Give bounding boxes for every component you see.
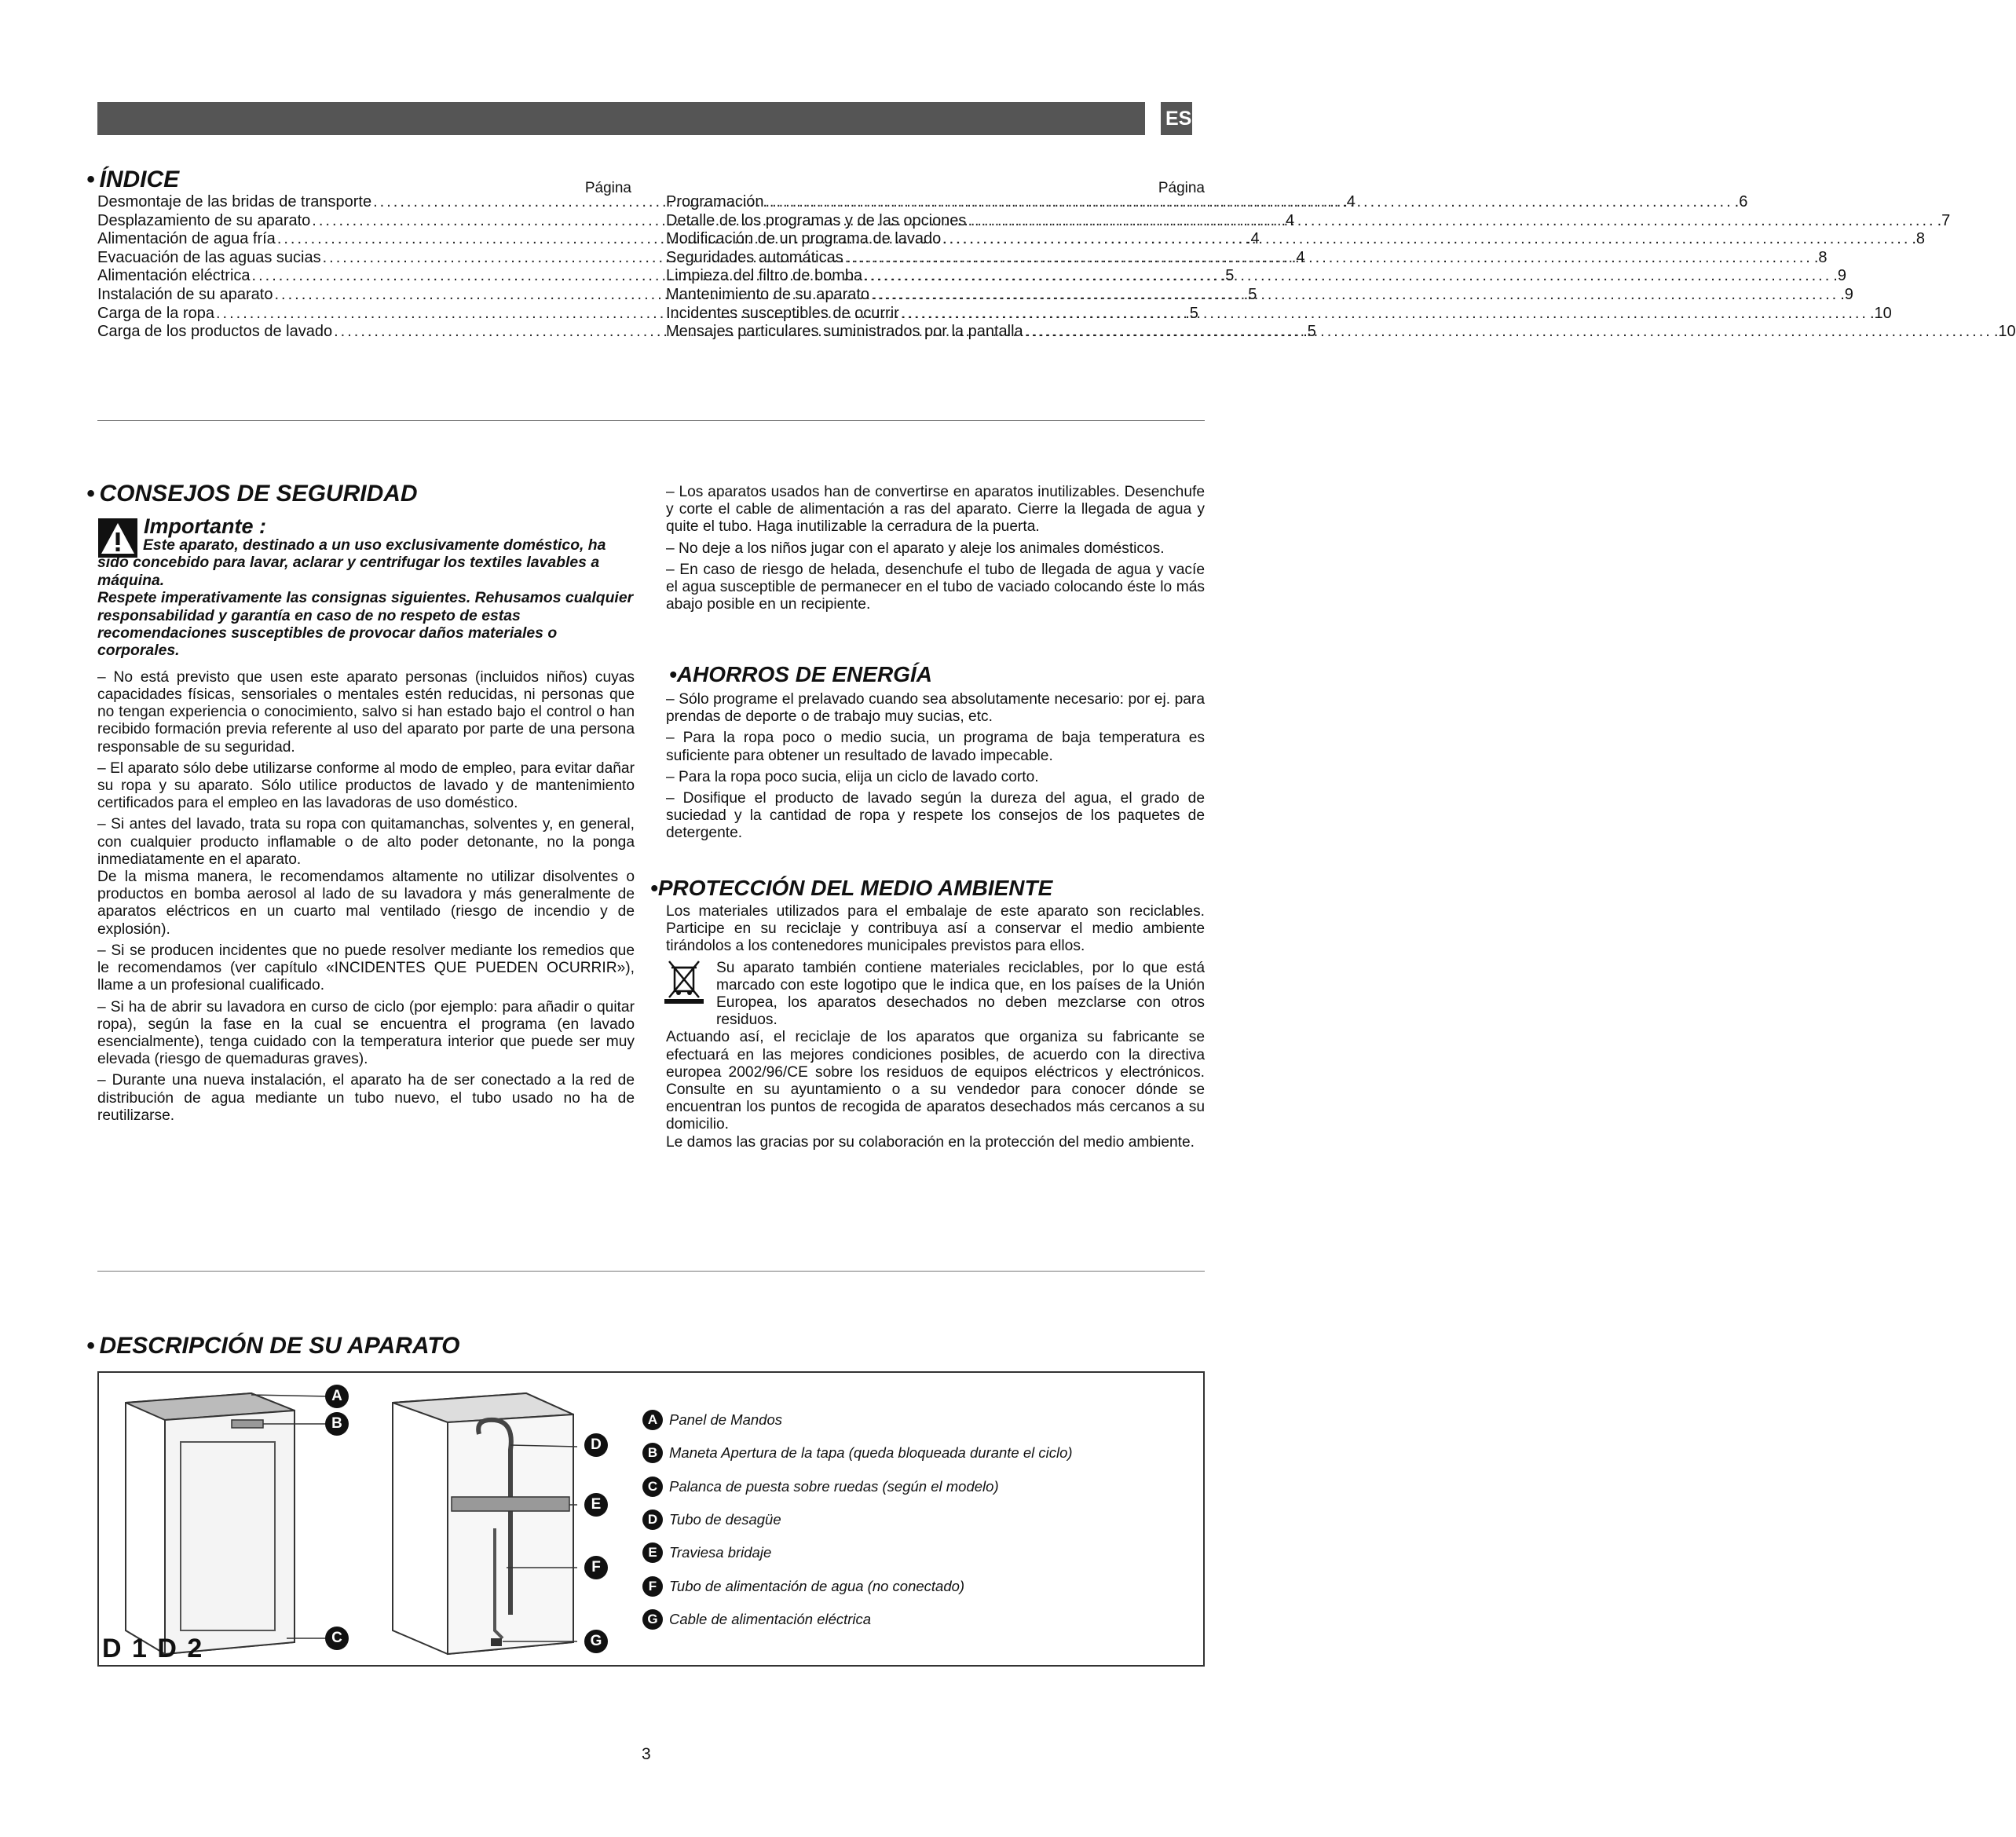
- seguridad-right-column: [666, 484, 1205, 617]
- toc-entry-label: Evacuación de las aguas sucias: [97, 248, 321, 266]
- toc-entry-page: .4: [1281, 211, 1295, 229]
- callout-b: B: [325, 1412, 349, 1436]
- washer-rear-illustration: [377, 1379, 636, 1662]
- environment-paragraph: Su aparato también contiene materiales reciclables, por lo que está marcado con este logotipo que le indica que, en los países de la Unión Europea, los aparatos desechados no deben mezclarse con otros residuos.: [716, 959, 1205, 1029]
- toc-entry-page: .5: [1243, 285, 1257, 303]
- toc-entry: [666, 323, 2016, 342]
- medio-ambiente-column: [666, 903, 1205, 1155]
- toc-entry-page: .5: [1185, 304, 1198, 322]
- seguridad-left-column: [97, 536, 635, 1129]
- legend-item: [642, 1403, 1073, 1436]
- toc-entry: [666, 267, 1846, 286]
- safety-paragraph: De la misma manera, le recomendamos altamente no utilizar disolventes o productos en bomba aerosol al lado de su lavadora y más generalmente de aparatos eléctricos en un cuarto mal ventilado (riesgo de incendio y de explosión).: [97, 869, 635, 938]
- toc-entry-page: .4: [1342, 193, 1356, 210]
- safety-paragraph: – Si ha de abrir su lavadora en curso de ciclo (por ejemplo: para añadir o quitar ropa), según la fase en la cual se encuentra el programa (en lavado esencialmente), tenga cuidado con la temperatura interior que puede ser muy elevada (riesgo de quemaduras graves).: [97, 998, 635, 1068]
- toc-entry-page: .8: [1912, 230, 1926, 248]
- toc-entry-label: Seguridades automáticas: [666, 248, 843, 266]
- toc-entry-label: Detalle de los programas y de las opciones: [666, 211, 967, 229]
- divider: [97, 420, 1205, 421]
- toc-entry: [666, 304, 1892, 324]
- energy-paragraph: – Para la ropa poco sucia, elija un ciclo de lavado corto.: [666, 768, 1039, 785]
- environment-paragraph: Los materiales utilizados para el embalaje de este aparato son reciclables. Participe en su reciclaje y contribuya así a conservar el medio ambiente tirándolos a los contenedores municipales previstos para ellos.: [666, 903, 1205, 955]
- toc-entry-page: .9: [1833, 267, 1846, 285]
- legend-letter: A: [642, 1410, 663, 1430]
- environment-paragraph: Actuando así, el reciclaje de los aparatos que organiza su fabricante se efectuará en las mejores condiciones posibles, de acuerdo con la directiva europea 2002/96/CE sobre los residuos de equipos eléctricos y electrónicos. Consulte en su ayuntamiento o a su vendedor para conocer dónde se encuentran los puntos de recogida de aparatos desechados más cercanos a su domicilio.: [666, 1029, 1205, 1133]
- legend-text: Palanca de puesta sobre ruedas (según el modelo): [669, 1477, 999, 1495]
- toc-entry-label: Mantenimiento de su aparato: [666, 285, 870, 303]
- toc-entry-label: Carga de la ropa: [97, 304, 214, 322]
- toc-entry-label: Programación: [666, 193, 764, 210]
- toc-entry-label: Modificación de un programa de lavado: [666, 230, 942, 248]
- page-column-label: Página: [1158, 180, 1205, 196]
- toc-entry-page: .8: [1813, 248, 1828, 266]
- callout-a: A: [325, 1385, 349, 1408]
- header-bar: [97, 102, 1145, 135]
- toc-entry-label: Desmontaje de las bridas de transporte: [97, 193, 372, 210]
- legend-text: Tubo de desagüe: [669, 1511, 781, 1528]
- toc-entry-label: Desplazamiento de su aparato: [97, 211, 311, 229]
- toc-entry: [666, 193, 1748, 212]
- ahorros-title: •AHORROS DE ENERGÍA: [669, 662, 932, 686]
- toc-leader: [871, 286, 1839, 305]
- legend-item: [642, 1470, 1073, 1503]
- important-text-1: Este aparato, destinado a un uso exclusivamente doméstico, ha sido concebido para lavar, aclarar y centrifugar los textiles lavables a máquina.: [97, 536, 606, 589]
- energy-paragraph: – Dosifique el producto de lavado según la dureza del agua, el grado de suciedad y la cantidad de ropa y respete los consejos de los paquetes de detergente.: [666, 790, 1205, 842]
- toc-entry-page: .10: [1869, 304, 1892, 322]
- toc-entry: [666, 211, 1951, 231]
- indice-title: • ÍNDICE: [86, 167, 180, 192]
- energy-paragraph: – Sólo programe el prelavado cuando sea absolutamente necesario: por ej. para prendas de deporte o de trabajo muy sucias, etc.: [666, 691, 1205, 726]
- washer-front-illustration: [110, 1379, 346, 1662]
- model-label: D 1 D 2: [102, 1634, 204, 1663]
- toc-entry: [666, 285, 1853, 305]
- legend-item: [642, 1569, 1073, 1602]
- toc-right: [666, 180, 2016, 342]
- legend-letter: G: [642, 1609, 663, 1630]
- safety-paragraph: – El aparato sólo debe utilizarse conforme al modo de empleo, para evitar dañar su ropa y su aparato. Sólo utilice productos de lavado y de mantenimiento certificados para el empleo en las lavadoras de uso doméstico.: [97, 759, 635, 812]
- toc-leader: [845, 249, 1813, 268]
- toc-entry-label: Alimentación de agua fría: [97, 230, 276, 248]
- toc-entry-label: Instalación de su aparato: [97, 285, 273, 303]
- safety-paragraph: – Durante una nueva instalación, el aparato ha de ser conectado a la red de distribución de agua mediante un tubo nuevo, el tubo usado no ha de reutilizarse.: [97, 1072, 635, 1124]
- energy-paragraph: – Para la ropa poco o medio sucia, un programa de baja temperatura es suficiente para obtener un resultado de lavado impecable.: [666, 730, 1205, 764]
- safety-paragraph: – No está previsto que usen este aparato personas (incluidos niños) cuyas capacidades físicas, sensoriales o mentales estén reducidas, ni personas que no tengan experiencia o conocimiento, salvo si han estado bajo el control o han recibido formación previa referente al uso del aparato por parte de una persona responsable de su seguridad.: [97, 668, 635, 756]
- legend-text: Panel de Mandos: [669, 1411, 782, 1429]
- toc-entry-page: .10: [1993, 323, 2016, 341]
- language-tab: ES1: [1161, 102, 1192, 135]
- callout-d: D: [584, 1433, 608, 1457]
- toc-leader: [1025, 323, 1992, 342]
- legend-item: [642, 1503, 1073, 1536]
- safety-paragraph: – Los aparatos usados han de convertirse en aparatos inutilizables. Desenchufe y corte el cable de alimentación a ras del aparato. Cierre la llegada de agua y quite el tubo. Haga inutilizable la cerradura de la puerta.: [666, 484, 1205, 536]
- legend-letter: E: [642, 1542, 663, 1563]
- toc-entry-page: .7: [1937, 211, 1951, 229]
- toc-entry-page: .4: [1291, 248, 1305, 266]
- safety-paragraph: – Si antes del lavado, trata su ropa con quitamanchas, solventes y, en general, con cualquier producto inflamable o de alto poder detonante, no la ponga inmediatamente en el aparato.: [97, 816, 635, 868]
- page-column-label: Página: [584, 180, 631, 196]
- legend-letter: F: [642, 1576, 663, 1597]
- page-number: 3: [642, 1745, 651, 1763]
- callout-f: F: [584, 1556, 608, 1579]
- toc-entry-page: .9: [1840, 285, 1853, 303]
- legend-item: [642, 1436, 1073, 1469]
- toc-entry-label: Limpieza del filtro de bomba: [666, 267, 863, 285]
- legend-item: [642, 1536, 1073, 1569]
- legend-item: [642, 1603, 1073, 1636]
- toc-entry-label: Mensajes particulares suministrados por la pantalla: [666, 323, 1023, 341]
- toc-leader: [968, 212, 1935, 231]
- environment-paragraph: Le damos las gracias por su colaboración en la protección del medio ambiente.: [666, 1133, 1195, 1151]
- important-text-2: Respete imperativamente las consignas siguientes. Rehusamos cualquier responsabilidad y garantía en caso de no respeto de estas recomendaciones susceptibles de provocar daños materiales o corporales.: [97, 589, 634, 660]
- legend-letter: B: [642, 1443, 663, 1463]
- legend-letter: C: [642, 1477, 663, 1497]
- legend-text: Tubo de alimentación de agua (no conectado): [669, 1577, 965, 1594]
- toc-leader: [864, 267, 1831, 286]
- descripcion-title: • DESCRIPCIÓN DE SU APARATO: [86, 1333, 460, 1359]
- ahorros-column: [666, 691, 1205, 847]
- parts-legend: [642, 1403, 1073, 1636]
- toc-entry: [666, 230, 1926, 249]
- safety-paragraph: – Si se producen incidentes que no puede resolver mediante los remedios que le recomendamos (ver capítulo «INCIDENTES QUE PUEDEN OCURRIR»), llame a un profesional cualificado.: [97, 942, 635, 994]
- toc-entry-page: .4: [1246, 230, 1260, 248]
- callout-c: C: [325, 1627, 349, 1650]
- toc-leader: [901, 305, 1868, 324]
- safety-paragraph: – En caso de riesgo de helada, desenchufe el tubo de llegada de agua y vacíe el agua susceptible de permanecer en el tubo de vaciado colocando éste lo más abajo posible en un recipiente.: [666, 561, 1205, 613]
- toc-entry-page: .5: [1303, 323, 1316, 341]
- toc-leader: [942, 230, 1910, 249]
- legend-text: Traviesa bridaje: [669, 1544, 772, 1561]
- important-heading: Importante :: [144, 514, 267, 538]
- divider: [97, 1271, 1205, 1272]
- safety-paragraph: – No deje a los niños jugar con el aparato y aleje los animales domésticos.: [666, 540, 1165, 557]
- callout-e: E: [584, 1493, 608, 1517]
- toc-entry-page: .6: [1734, 193, 1748, 210]
- seguridad-title: • CONSEJOS DE SEGURIDAD: [86, 481, 418, 507]
- toc-leader: [766, 193, 1733, 212]
- toc-entry-label: Incidentes susceptibles de ocurrir: [666, 304, 899, 322]
- legend-letter: D: [642, 1509, 663, 1530]
- medio-ambiente-title: •PROTECCIÓN DEL MEDIO AMBIENTE: [650, 876, 1053, 900]
- toc-entry-label: Carga de los productos de lavado: [97, 323, 333, 341]
- legend-text: Cable de alimentación eléctrica: [669, 1610, 872, 1627]
- toc-entry: [666, 248, 1828, 268]
- legend-text: Maneta Apertura de la tapa (queda bloqueada durante el ciclo): [669, 1444, 1073, 1462]
- callout-g: G: [584, 1630, 608, 1653]
- toc-entry-page: .5: [1220, 267, 1235, 285]
- toc-entry-label: Alimentación eléctrica: [97, 267, 251, 285]
